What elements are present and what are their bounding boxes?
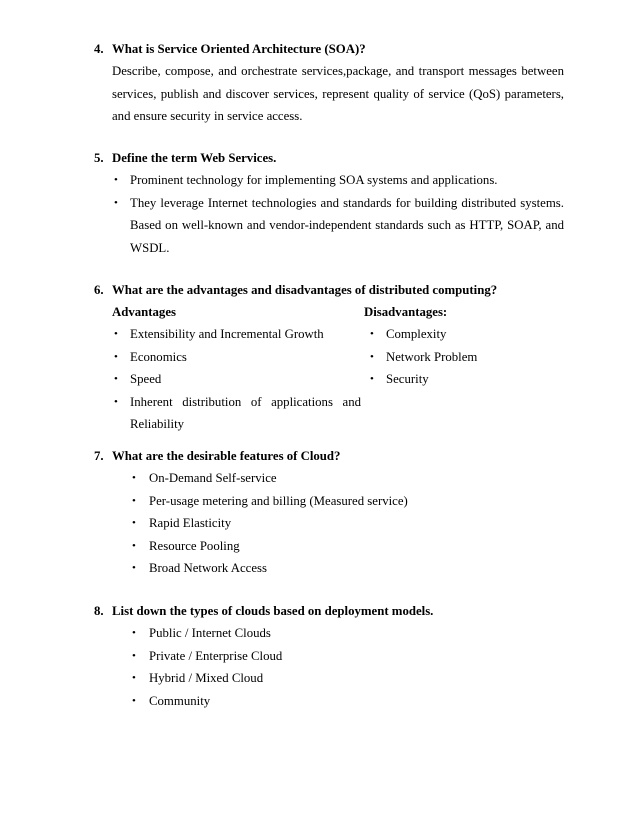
question-4 (94, 38, 564, 128)
question-number: 5. (94, 151, 104, 165)
question-title: What are the advantages and disadvantages of distributed computing? (112, 283, 498, 297)
question-title: Define the term Web Services. (112, 151, 277, 165)
bullet-icon: • (132, 649, 136, 662)
question-5 (94, 147, 564, 259)
list-item: • Speed (94, 368, 364, 391)
bullet-icon: • (132, 562, 136, 574)
bullet-icon: • (114, 328, 118, 340)
bullet-icon: • (114, 174, 118, 186)
answer-line: and ensure security in service access. (112, 109, 303, 123)
bullet-icon: • (132, 472, 136, 484)
answer-line: Describe, compose, and orchestrate services,package, and transport messages between (112, 64, 564, 78)
question-number: 6. (94, 283, 104, 297)
question-7-heading (94, 445, 564, 467)
question-7 (94, 445, 564, 580)
answer-line: services, publish and discover services, represent quality of service (QoS) parameters, (112, 86, 564, 101)
list-item: • Hybrid / Mixed Cloud (94, 667, 564, 690)
list-item: • Resource Pooling (94, 535, 564, 558)
advantages-heading: Advantages (112, 305, 176, 319)
question-title: What is Service Oriented Architecture (SOA)? (112, 42, 366, 56)
list-item: • On-Demand Self-service (94, 467, 564, 490)
bullet-list (94, 622, 564, 712)
list-item: • Community (94, 690, 564, 713)
bullet-icon: • (370, 328, 374, 340)
question-number: 8. (94, 604, 104, 618)
list-item: • They leverage Internet technologies and standards for building distributed systems. Based on well-known and vendor-independent standards such as HTTP, SOAP, and WSDL. (94, 192, 564, 260)
bullet-icon: • (114, 395, 118, 408)
bullet-icon: • (132, 539, 136, 552)
disadvantages-column (364, 301, 477, 436)
list-item: • Rapid Elasticity (94, 512, 564, 535)
question-title: What are the desirable features of Cloud? (112, 449, 341, 463)
list-item: • Security (364, 368, 477, 391)
list-item: • Extensibility and Incremental Growth (94, 323, 364, 346)
question-6-heading (94, 279, 564, 301)
bullet-icon: • (132, 694, 136, 707)
bullet-icon: • (114, 373, 118, 385)
bullet-icon: • (370, 373, 374, 385)
bullet-list (94, 467, 564, 580)
list-item: • Complexity (364, 323, 477, 346)
bullet-icon: • (132, 494, 136, 507)
list-item: • Public / Internet Clouds (94, 622, 564, 645)
advantages-disadvantages (94, 301, 564, 436)
bullet-icon: • (132, 627, 136, 639)
list-item: • Broad Network Access (94, 557, 564, 580)
list-item: • Prominent technology for implementing SOA systems and applications. (94, 169, 564, 192)
bullet-list (94, 169, 564, 259)
bullet-icon: • (132, 517, 136, 529)
question-8 (94, 600, 564, 712)
advantages-list (94, 323, 364, 436)
question-5-heading (94, 147, 564, 169)
answer-paragraph (112, 60, 564, 128)
advantages-column (94, 301, 364, 436)
question-4-heading (94, 38, 564, 60)
list-item: • Network Problem (364, 346, 477, 369)
list-item: • Per-usage metering and billing (Measured service) (94, 490, 564, 513)
disadvantages-list (364, 323, 477, 391)
disadvantages-heading: Disadvantages: (364, 305, 448, 319)
question-number: 7. (94, 449, 104, 463)
question-title: List down the types of clouds based on deployment models. (112, 604, 434, 618)
question-number: 4. (94, 42, 104, 56)
list-item: • Private / Enterprise Cloud (94, 645, 564, 668)
bullet-icon: • (114, 350, 118, 363)
question-6 (94, 279, 564, 436)
list-item: • Inherent distribution of applications and Reliability (94, 391, 364, 436)
question-8-heading (94, 600, 564, 622)
bullet-icon: • (370, 350, 374, 363)
bullet-icon: • (114, 196, 118, 209)
bullet-icon: • (132, 672, 136, 684)
list-item: • Economics (94, 346, 364, 369)
